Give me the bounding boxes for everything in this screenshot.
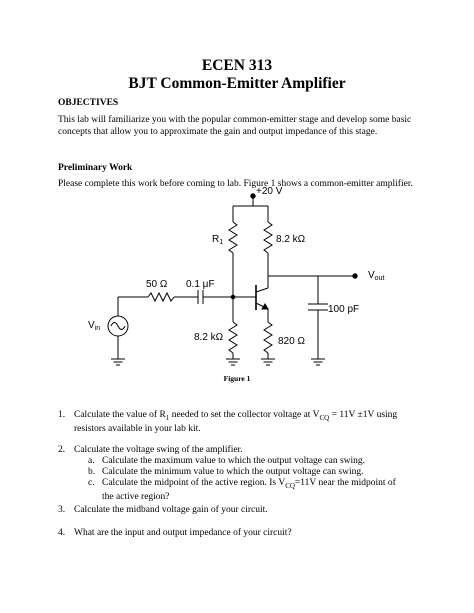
question-text: Calculate the value of $R_1$ needed to set the collector voltage at $V_{CQ} = 11V \pm 1V$ using resistors available in your lab kit. (74, 410, 398, 435)
rc-resistor (264, 222, 272, 253)
re-resistor (264, 322, 272, 353)
vin-label: $V_{in}$ (88, 320, 101, 332)
re-label: 820 Ω (278, 336, 305, 347)
question-text: What are the input and output impedance of your circuit? (74, 528, 292, 538)
r1-label: $R_1$ (212, 234, 224, 246)
document-page: ECEN 313 BJT Common-Emitter Amplifier OBJECTIVES This lab will familiarize you with the popular common-emitter stage and develop some basic concepts that allow you to approximate the gain and output impedance of this stage. Preliminary Work Please complete this work before coming to lab. Figure 1 shows a common-emitter amplifier. +20 V $R_1$ 8.2 kΩ 50 Ω 0.1 μF $V_{out}$ 100 pF $V_{in}$ 8.2 kΩ 820 Ω Figure 1 1. Calculate the value of $R_1$ needed to set the collector voltage at $V_{CQ} = 11V \pm 1V$ using resistors available in your lab kit. 2. Calculate the voltage swing of the amplifier. a. Calculate the maximum value to which the output voltage can swing. b. Calculate the minimum value to which the output voltage can swing. c. Calculate the midpoint of the active region. Is $V_{CQ}=11V$ near the midpoint of the active region? 3. Calculate the midband voltage gain of your circuit. 4. What are the input and output impedance of your circuit? (0, 0, 474, 613)
supply-label: +20 V (256, 186, 283, 197)
ground-symbols (111, 359, 325, 365)
cin-label: 0.1 μF (186, 279, 215, 290)
r2-resistor (229, 322, 237, 353)
rs-label: 50 Ω (146, 279, 168, 290)
r2-label: 8.2 kΩ (194, 332, 224, 343)
question-number: 3. (58, 505, 66, 515)
question-text: Calculate the voltage swing of the amplifier. (74, 445, 243, 455)
r1-resistor (229, 222, 237, 253)
rs-resistor (148, 293, 174, 301)
objectives-heading: OBJECTIVES (58, 98, 119, 108)
cl-label: 100 pF (328, 304, 360, 315)
question-number: 4. (58, 528, 66, 538)
lab-title: BJT Common-Emitter Amplifier (128, 75, 346, 92)
preliminary-text: Please complete this work before coming to lab. Figure 1 shows a common-emitter amplifier. (58, 179, 413, 189)
objectives-text: This lab will familiarize you with the popular common-emitter stage and develop some basic concepts that allow you to approximate the gain and output impedance of this stage. (58, 115, 412, 137)
question-text: Calculate the midband voltage gain of your circuit. (74, 505, 268, 515)
question-number: 1. (58, 410, 66, 420)
vout-label: $V_{out}$ (368, 270, 385, 282)
question-number: 2. (58, 445, 66, 455)
figure-caption: Figure 1 (223, 374, 251, 383)
rc-label: 8.2 kΩ (276, 234, 306, 245)
vout-node (353, 274, 357, 278)
course-title: ECEN 313 (201, 57, 273, 74)
preliminary-heading: Preliminary Work (58, 163, 133, 173)
